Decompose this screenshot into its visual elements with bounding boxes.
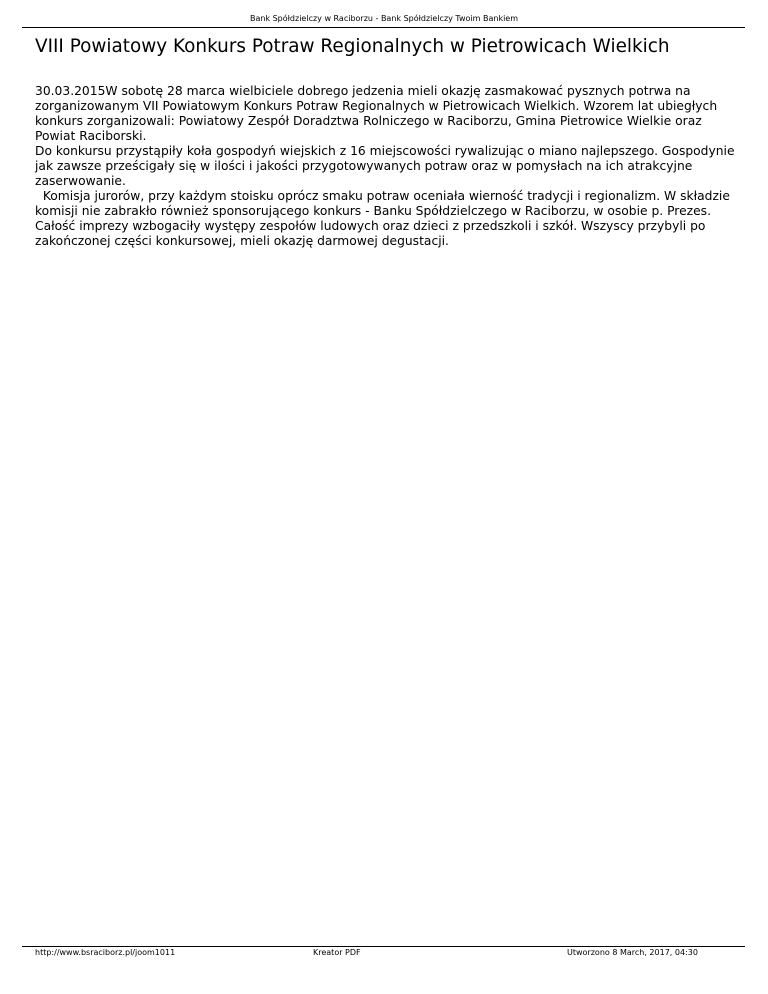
footer-divider [22, 946, 745, 947]
footer-generator: Kreator PDF [313, 948, 361, 957]
header-divider [22, 27, 745, 28]
article-paragraph: 30.03.2015W sobotę 28 marca wielbiciele dobrego jedzenia mieli okazję zasmakować pysznych potrwa na zorganizowanym VII Powiatowym Konkurs Potraw Regionalnych w Pietrowicach Wielkich. Wzorem lat ubiegłych konkurs zorganizowali: Powiatowy Zespół Doradztwa Rolniczego w Raciborzu, Gmina Pietrowice Wielkie oraz Powiat Raciborski. [35, 84, 722, 143]
article-title: VIII Powiatowy Konkurs Potraw Regionalnych w Pietrowicach Wielkich [35, 36, 670, 57]
article-body [35, 84, 739, 249]
page-header: Bank Spółdzielczy w Raciborzu - Bank Spółdzielczy Twoim Bankiem [249, 14, 519, 23]
footer-url: http://www.bsraciborz.pl/joom1011 [35, 948, 176, 957]
article-paragraph: Do konkursu przystąpiły koła gospodyń wiejskich z 16 miejscowości rywalizując o miano najlepszego. Gospodynie jak zawsze prześcigały się w ilości i jakości przygotowywanych potraw oraz w pomysłach na ich atrakcyjne zaserwowanie. [35, 144, 739, 188]
footer-created-date: Utworzono 8 March, 2017, 04:30 [567, 948, 698, 957]
article-paragraph: Komisja jurorów, przy każdym stoisku oprócz smaku potraw oceniała wierność tradycji i regionalizm. W składzie komisji nie zabrakło również sponsorującego konkurs - Banku Spółdzielczego w Raciborzu, w osobie p. Prezes. Całość imprezy wzbogaciły występy zespołów ludowych oraz dzieci z przedszkoli i szkół. Wszyscy przybyli po zakończonej części konkursowej, mieli okazję darmowej degustacji. [35, 189, 734, 248]
